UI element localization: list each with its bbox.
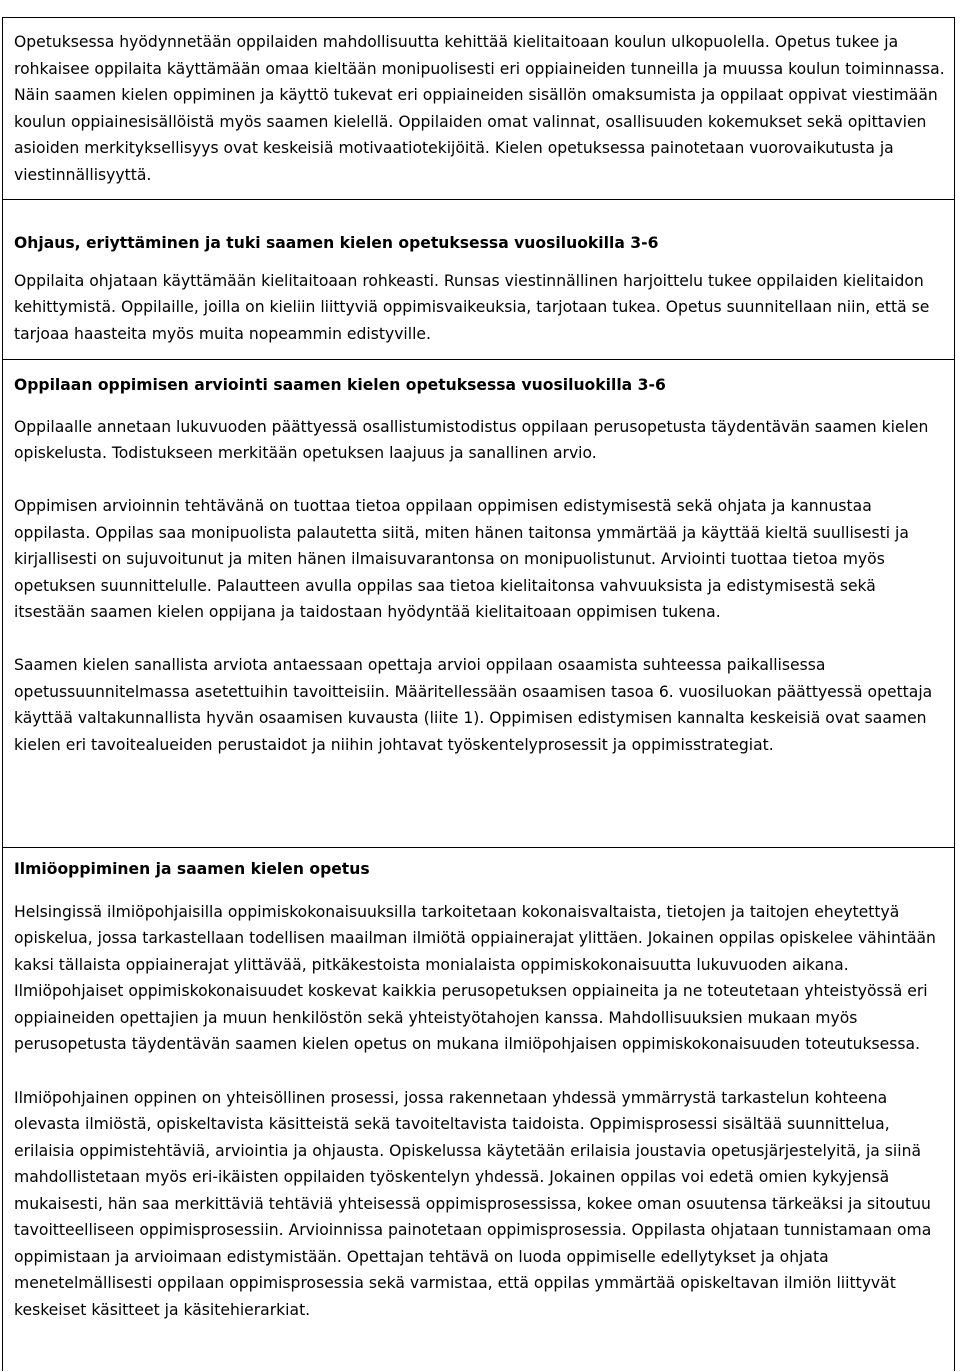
assessment-paragraph-3: Saamen kielen sanallista arviota antaessaan opettaja arvioi oppilaan osaamista suhteessa paikallisessa opetussuunnitelmassa asetettuihin tavoitteisiin. Määritellessään osaamisen tasoa 6. vuosiluokan päättyessä opettaja käyttää valtakunnallista hyvän osaamisen kuvausta (liite 1). Oppimisen edistymisen kannalta keskeisiä ovat saamen kielen eri tavoitealueiden perustaidot ja niihin johtavat työskentelyprosessit ja oppimisstrategiat.: [14, 656, 933, 754]
intro-paragraph: Opetuksessa hyödynnetään oppilaiden mahdollisuutta kehittää kielitaitoaan koulun ulkopuolella. Opetus tukee ja rohkaisee oppilaita käyttämään omaa kieltään monipuolisesti eri oppiaineiden tunneilla ja muussa koulun toiminnassa. Näin saamen kielen oppiminen ja käyttö tukevat eri oppiaineiden sisällön omaksumista ja oppilaat oppivat viestimään koulun oppiainesisällöistä myös saamen kielellä. Oppilaiden omat valinnat, osallisuuden kokemukset sekä opittavien asioiden merkityksellisyys ovat keskeisiä motivaatiotekijöitä. Kielen opetuksessa painotetaan vuorovaikutusta ja viestinnällisyyttä.: [14, 33, 945, 184]
intro-section: [3, 18, 954, 200]
assessment-section: [3, 360, 954, 848]
assessment-paragraph-1: Oppilaalle annetaan lukuvuoden päättyessä osallistumistodistus oppilaan perusopetusta täydentävän saamen kielen opiskelusta. Todistukseen merkitään opetuksen laajuus ja sanallinen arvio.: [14, 417, 929, 462]
phenomenon-paragraph-1: Helsingissä ilmiöpohjaisilla oppimiskokonaisuuksilla tarkoitetaan kokonaisvaltaista, tietojen ja taitojen eheytettyä opiskelua, jossa tarkastellaan todellisen maailman ilmiötä oppiainerajat ylittäen. Jokainen oppilas opiskelee vähintään kaksi tällaista oppiainerajat ylittävää, pitkäkestoista monialaista oppimiskokonaisuutta lukuvuoden aikana. Ilmiöpohjaiset oppimiskokonaisuudet koskevat kaikkia perusopetuksen oppiaineita ja ne toteutetaan yhteistyössä eri oppiaineiden opettajien ja muun henkilöstön sekä yhteistyötahojen kanssa. Mahdollisuuksien mukaan myös perusopetusta täydentävän saamen kielen opetus on mukana ilmiöpohjaisen oppimiskokonaisuuden toteutuksessa.: [14, 902, 936, 1053]
guidance-section: [3, 200, 954, 360]
document-page: [2, 17, 955, 1371]
assessment-heading: Oppilaan oppimisen arviointi saamen kielen opetuksessa vuosiluokilla 3-6: [14, 376, 666, 394]
phenomenon-paragraph-2: Ilmiöpohjainen oppinen on yhteisöllinen prosessi, jossa rakennetaan yhdessä ymmärrystä tarkastelun kohteena olevasta ilmiöstä, opiskeltavista käsitteistä sekä tavoiteltavista taidoista. Oppimisprosessi sisältää suunnittelua, erilaisia oppimistehtäviä, arviointia ja ohjausta. Opiskelussa käytetään erilaisia joustavia opetusjärjestelyitä, ja siinä mahdollistetaan myös eri-ikäisten oppilaiden työskentelyn yhdessä. Jokainen oppilas voi edetä omien kykyjensä mukaisesti, hän saa merkittäviä tehtäviä yhteisessä oppimisprosessissa, kokee oman osuutensa tärkeäksi ja sitoutuu tavoitteelliseen oppimisprosessiin. Arvioinnissa painotetaan oppimisprosessia. Oppilasta ohjataan tunnistamaan oma oppimistaan ja arvioimaan edistymistään. Opettajan tehtävä on luoda oppimiselle edellytykset ja ohjata menetelmällisesti oppilaan oppimisprosessia sekä varmistaa, että oppilas ymmärtää opiskeltavan ilmiön liittyvät keskeiset käsitteet ja käsitehierarkiat.: [14, 1088, 932, 1319]
guidance-heading: Ohjaus, eriyttäminen ja tuki saamen kielen opetuksessa vuosiluokilla 3-6: [14, 234, 659, 252]
guidance-paragraph: Oppilaita ohjataan käyttämään kielitaitoaan rohkeasti. Runsas viestinnällinen harjoittelu tukee oppilaiden kielitaidon kehittymistä. Oppilaille, joilla on kieliin liittyviä oppimisvaikeuksia, tarjotaan tukea. Opetus suunnitellaan niin, että se tarjoaa haasteita myös muita nopeammin edistyville.: [14, 271, 930, 343]
phenomenon-heading: Ilmiöoppiminen ja saamen kielen opetus: [14, 860, 370, 878]
phenomenon-section: [3, 848, 954, 1372]
assessment-paragraph-2: Oppimisen arvioinnin tehtävänä on tuottaa tietoa oppilaan oppimisen edistymisestä sekä ohjata ja kannustaa oppilasta. Oppilas saa monipuolista palautetta siitä, miten hänen taitonsa ymmärtää ja käyttää kieltä suullisesti ja kirjallisesti on sujuvoitunut ja miten hänen ilmaisuvarantonsa on monipuolistunut. Arviointi tuottaa tietoa myös opetuksen suunnittelulle. Palautteen avulla oppilas saa tietoa kielitaitonsa vahvuuksista ja edistymisestä sekä itsestään saamen kielen oppijana ja taidostaan hyödyntää kielitaitoaan oppimisen tukena.: [14, 497, 909, 621]
